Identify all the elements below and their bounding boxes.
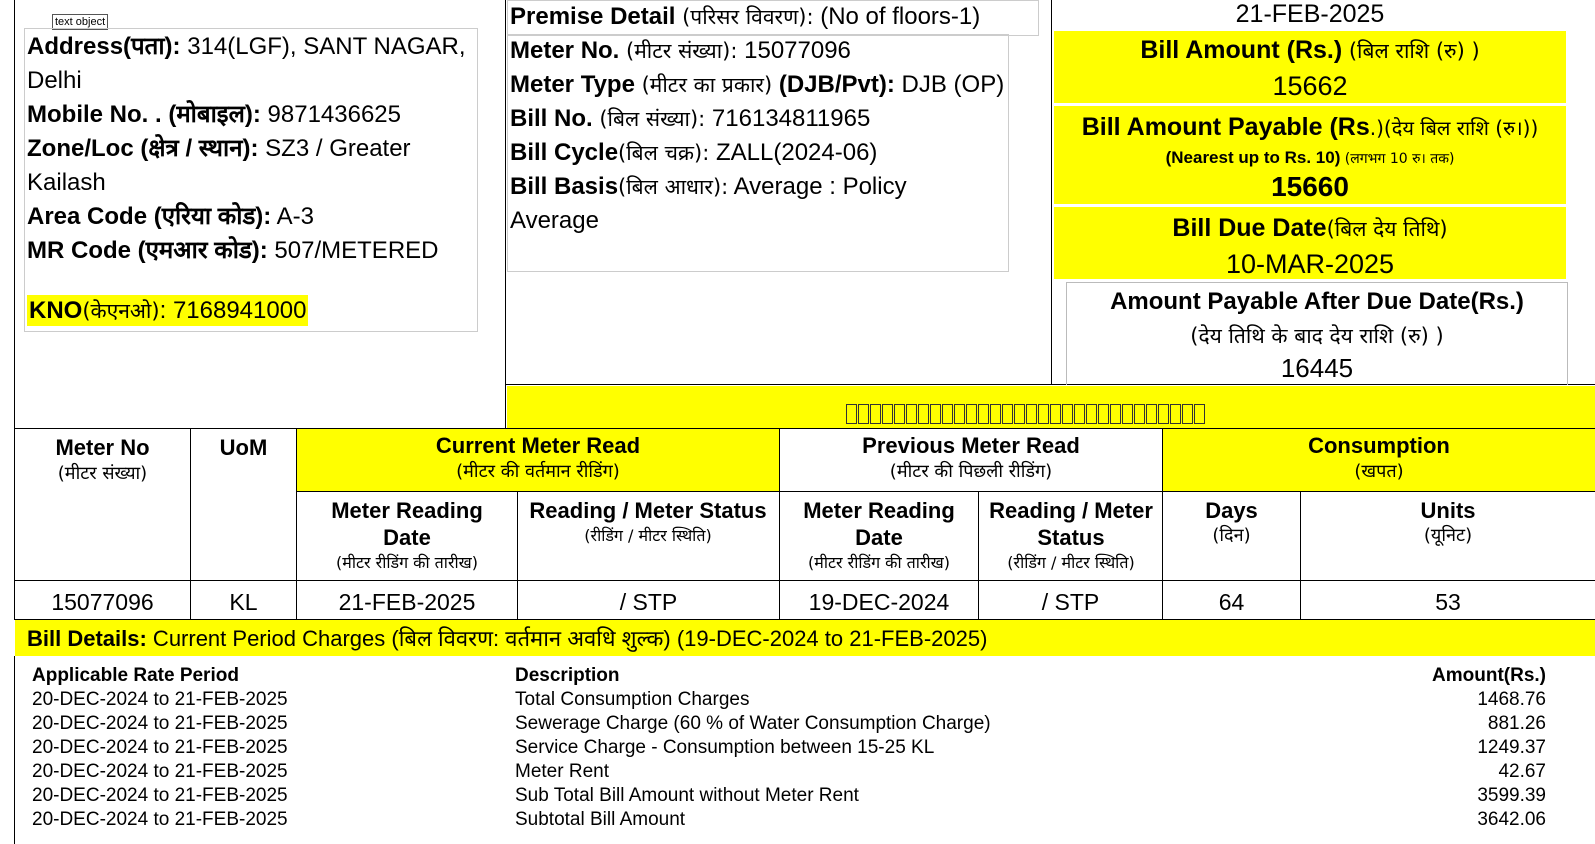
barcode-bar — [1014, 404, 1025, 424]
bd-amount-cell: 881.26 — [1487, 713, 1546, 734]
bd-period-cell: 20-DEC-2024 to 21-FEB-2025 — [32, 737, 288, 758]
barcode-bar — [1146, 404, 1157, 424]
bill-no-row — [510, 102, 1040, 136]
bill-amount-value: 15662 — [1272, 71, 1348, 101]
area-row — [27, 200, 477, 234]
th-consumption-hindi: (खपत) — [1354, 461, 1404, 482]
barcode-bar — [966, 404, 977, 424]
premise-hindi: (परिसर विवरण): — [675, 5, 814, 29]
barcode-bar — [894, 404, 905, 424]
barcode-bar — [990, 404, 1001, 424]
bd-desc-cell: Total Consumption Charges — [515, 689, 750, 710]
bd-period-col — [32, 664, 312, 832]
after-due-hindi: (देय तिथि के बाद देय राशि (रु) ) — [1190, 324, 1444, 348]
bd-period-cell: 20-DEC-2024 to 21-FEB-2025 — [32, 761, 288, 782]
payable-value: 15660 — [1271, 171, 1349, 202]
th-days-hindi: (दिन) — [1212, 525, 1251, 546]
meter-info — [510, 0, 1040, 238]
mr-label: MR Code (एमआर कोड): — [27, 237, 268, 264]
th-consumption — [1163, 432, 1595, 484]
th-units — [1301, 497, 1595, 548]
bd-amount-cell: 42.67 — [1498, 761, 1546, 782]
barcode-bar — [1194, 404, 1205, 424]
barcode-bar — [1062, 404, 1073, 424]
bd-amount-cell: 3599.39 — [1477, 785, 1546, 806]
meter-no-value: 15077096 — [737, 37, 851, 64]
td-cur-status: / STP — [619, 589, 678, 615]
th-current-read — [297, 432, 779, 484]
bill-basis-label: Bill Basis — [510, 173, 619, 200]
th-previous-read — [780, 432, 1162, 484]
th-previous-read-label: Previous Meter Read — [862, 433, 1080, 458]
barcode-bar — [1182, 404, 1193, 424]
bill-no-value: 716134811965 — [705, 105, 871, 132]
barcode-bar — [930, 404, 941, 424]
meter-type-hindi: (मीटर का प्रकार) — [634, 73, 779, 97]
bill-basis-row — [510, 170, 970, 238]
th-prev-status-hindi: (रीडिंग / मीटर स्थिति) — [1007, 553, 1135, 572]
bd-period-cell: 20-DEC-2024 to 21-FEB-2025 — [32, 785, 288, 806]
barcode-bar — [942, 404, 953, 424]
payable-cell — [1054, 106, 1566, 204]
text-object-tag: text object — [52, 14, 108, 30]
after-due-label: Amount Payable After Due Date(Rs.) — [1110, 288, 1524, 315]
due-date-hindi: (बिल देय तिथि) — [1326, 217, 1448, 241]
th-prev-date-label: Meter Reading Date — [803, 498, 955, 550]
th-meter-no — [15, 434, 190, 486]
barcode-bar — [1074, 404, 1085, 424]
payable-label: Bill Amount Payable (Rs — [1081, 113, 1370, 141]
th-read-date — [318, 497, 496, 575]
meter-type-bold: (DJB/Pvt): — [778, 71, 895, 98]
due-date-label: Bill Due Date — [1172, 214, 1327, 242]
th-units-hindi: (यूनिट) — [1423, 525, 1473, 546]
bill-date: 21-FEB-2025 — [1235, 0, 1385, 28]
th-days-label: Days — [1205, 498, 1258, 523]
barcode-bar — [1002, 404, 1013, 424]
td-units: 53 — [1435, 589, 1461, 615]
address-value: 314(LGF), SANT NAGAR, Delhi — [27, 33, 466, 94]
barcode-bar — [1110, 404, 1121, 424]
address-label: Address(पता): — [27, 33, 181, 60]
td-meter-no: 15077096 — [51, 589, 154, 615]
bill-details-title-bold: Bill Details: — [27, 626, 147, 651]
bill-cycle-row — [510, 136, 1040, 170]
barcode-bar — [846, 404, 857, 424]
zone-row — [27, 132, 477, 200]
bd-period-header: Applicable Rate Period — [32, 665, 239, 686]
payable-hindi: .)(देय बिल राशि (रु।)) — [1369, 116, 1539, 140]
premise-value: (No of floors-1) — [813, 3, 981, 30]
kno-hindi: (केएनओ) — [82, 299, 160, 323]
barcode-bar — [1098, 404, 1109, 424]
kno-highlight — [27, 295, 308, 326]
td-days: 64 — [1218, 589, 1245, 615]
bill-amount-label: Bill Amount (Rs.) — [1140, 36, 1343, 64]
th-read-date-label: Meter Reading Date — [331, 498, 483, 550]
due-date-cell — [1054, 207, 1566, 279]
barcode-bar — [1050, 404, 1061, 424]
premise-label: Premise Detail — [510, 3, 676, 30]
mobile-value: 9871436625 — [260, 101, 402, 128]
barcode-bar — [906, 404, 917, 424]
bd-desc-cell: Meter Rent — [515, 761, 609, 782]
bd-desc-cell: Sub Total Bill Amount without Meter Rent — [515, 785, 859, 806]
bill-cycle-hindi: (बिल चक्र): — [618, 141, 710, 165]
payable-note: (Nearest up to Rs. 10) — [1165, 148, 1341, 167]
bill-details-title — [15, 620, 1595, 656]
barcode-bar — [882, 404, 893, 424]
th-units-label: Units — [1420, 498, 1476, 523]
bd-period-cell: 20-DEC-2024 to 21-FEB-2025 — [32, 713, 288, 734]
meter-type-value: DJB (OP) — [894, 71, 1005, 98]
barcode-icon — [846, 404, 1206, 426]
bd-amount-cell: 3642.06 — [1477, 809, 1546, 830]
th-prev-date-hindi: (मीटर रीडिंग की तारीख) — [808, 553, 950, 572]
meter-type-label: Meter Type — [510, 71, 635, 98]
th-prev-date — [790, 497, 968, 575]
bill-date-cell — [1054, 0, 1566, 30]
meter-no-row — [510, 34, 1040, 68]
bd-amount-header: Amount(Rs.) — [1432, 665, 1546, 686]
bd-amount-cell: 1249.37 — [1477, 737, 1546, 758]
bill-basis-hindi: (बिल आधार): — [618, 175, 729, 199]
after-due-cell — [1066, 282, 1568, 385]
td-prev-status: / STP — [1041, 589, 1100, 615]
mobile-row — [27, 98, 477, 132]
premise-row — [510, 0, 1040, 34]
th-current-read-label: Current Meter Read — [435, 433, 641, 458]
th-meter-no-hindi: (मीटर संख्या) — [57, 463, 148, 484]
mr-row — [27, 234, 477, 268]
bill-basis-value: Average : Policy Average — [510, 173, 907, 234]
barcode-bar — [870, 404, 881, 424]
bill-amount-cell — [1054, 31, 1566, 103]
barcode-bar — [858, 404, 869, 424]
th-read-date-hindi: (मीटर रीडिंग की तारीख) — [336, 553, 478, 572]
td-uom: KL — [229, 589, 258, 615]
barcode-bar — [918, 404, 929, 424]
bd-period-cell: 20-DEC-2024 to 21-FEB-2025 — [32, 689, 288, 710]
th-status-label: Reading / Meter Status — [529, 498, 767, 523]
mr-value: 507/METERED — [267, 237, 439, 264]
zone-value: SZ3 / Greater Kailash — [27, 135, 411, 196]
bd-desc-col — [515, 664, 1045, 832]
th-uom — [191, 434, 296, 462]
bill-details-title-rest: Current Period Charges (बिल विवरण: वर्तमान अवधि शुल्क) (19-DEC-2024 to 21-FEB-2025) — [146, 626, 988, 651]
barcode-bar — [1086, 404, 1097, 424]
td-prev-date: 19-DEC-2024 — [808, 589, 950, 615]
bd-desc-cell: Service Charge - Consumption between 15-25 KL — [515, 737, 935, 758]
th-status — [518, 497, 778, 548]
bd-desc-cell: Subtotal Bill Amount — [515, 809, 686, 830]
mobile-label: Mobile No. . (मोबाइल): — [27, 101, 261, 128]
kno-row — [27, 294, 477, 328]
barcode-bar — [1134, 404, 1145, 424]
barcode-bar — [1170, 404, 1181, 424]
td-cur-date: 21-FEB-2025 — [338, 589, 476, 615]
barcode-bar — [954, 404, 965, 424]
kno-value: : 7168941000 — [159, 297, 307, 324]
customer-info — [27, 30, 477, 328]
barcode-bar — [1122, 404, 1133, 424]
barcode-bar — [1038, 404, 1049, 424]
after-due-value: 16445 — [1280, 353, 1354, 383]
barcode-bar — [978, 404, 989, 424]
bill-cycle-label: Bill Cycle — [510, 139, 619, 166]
zone-label: Zone/Loc (क्षेत्र / स्थान): — [27, 135, 259, 162]
th-prev-status — [980, 497, 1162, 575]
address-row — [27, 30, 477, 98]
th-prev-status-label: Reading / Meter Status — [989, 498, 1153, 550]
th-uom-label: UoM — [219, 435, 268, 460]
th-current-read-hindi: (मीटर की वर्तमान रीडिंग) — [456, 461, 620, 482]
bd-amount-cell: 1468.76 — [1477, 689, 1546, 710]
th-meter-no-label: Meter No — [55, 435, 150, 460]
bill-no-hindi: (बिल संख्या): — [592, 107, 706, 131]
th-status-hindi: (रीडिंग / मीटर स्थिति) — [584, 526, 712, 545]
barcode-bar — [1026, 404, 1037, 424]
meter-no-hindi: (मीटर संख्या): — [619, 39, 738, 63]
bd-desc-header: Description — [515, 665, 620, 686]
kno-label: KNO — [29, 297, 83, 324]
th-days — [1163, 497, 1300, 548]
bd-period-cell: 20-DEC-2024 to 21-FEB-2025 — [32, 809, 288, 830]
th-consumption-label: Consumption — [1308, 433, 1450, 458]
bill-cycle-value: ZALL(2024-06) — [709, 139, 878, 166]
meter-no-label: Meter No. — [510, 37, 620, 64]
bd-amount-col — [1380, 664, 1546, 832]
payable-note-hindi: (लगभग 10 रु। तक) — [1340, 151, 1455, 167]
bill-amount-hindi: (बिल राशि (रु) ) — [1342, 39, 1480, 63]
bill-no-label: Bill No. — [510, 105, 593, 132]
area-value: A-3 — [271, 203, 314, 230]
barcode-bar — [1158, 404, 1169, 424]
bd-desc-cell: Sewerage Charge (60 % of Water Consumption Charge) — [515, 713, 991, 734]
area-label: Area Code (एरिया कोड): — [27, 203, 272, 230]
meter-type-row — [510, 68, 1010, 102]
due-date-value: 10-MAR-2025 — [1225, 249, 1395, 279]
th-previous-read-hindi: (मीटर की पिछली रीडिंग) — [889, 461, 1053, 482]
